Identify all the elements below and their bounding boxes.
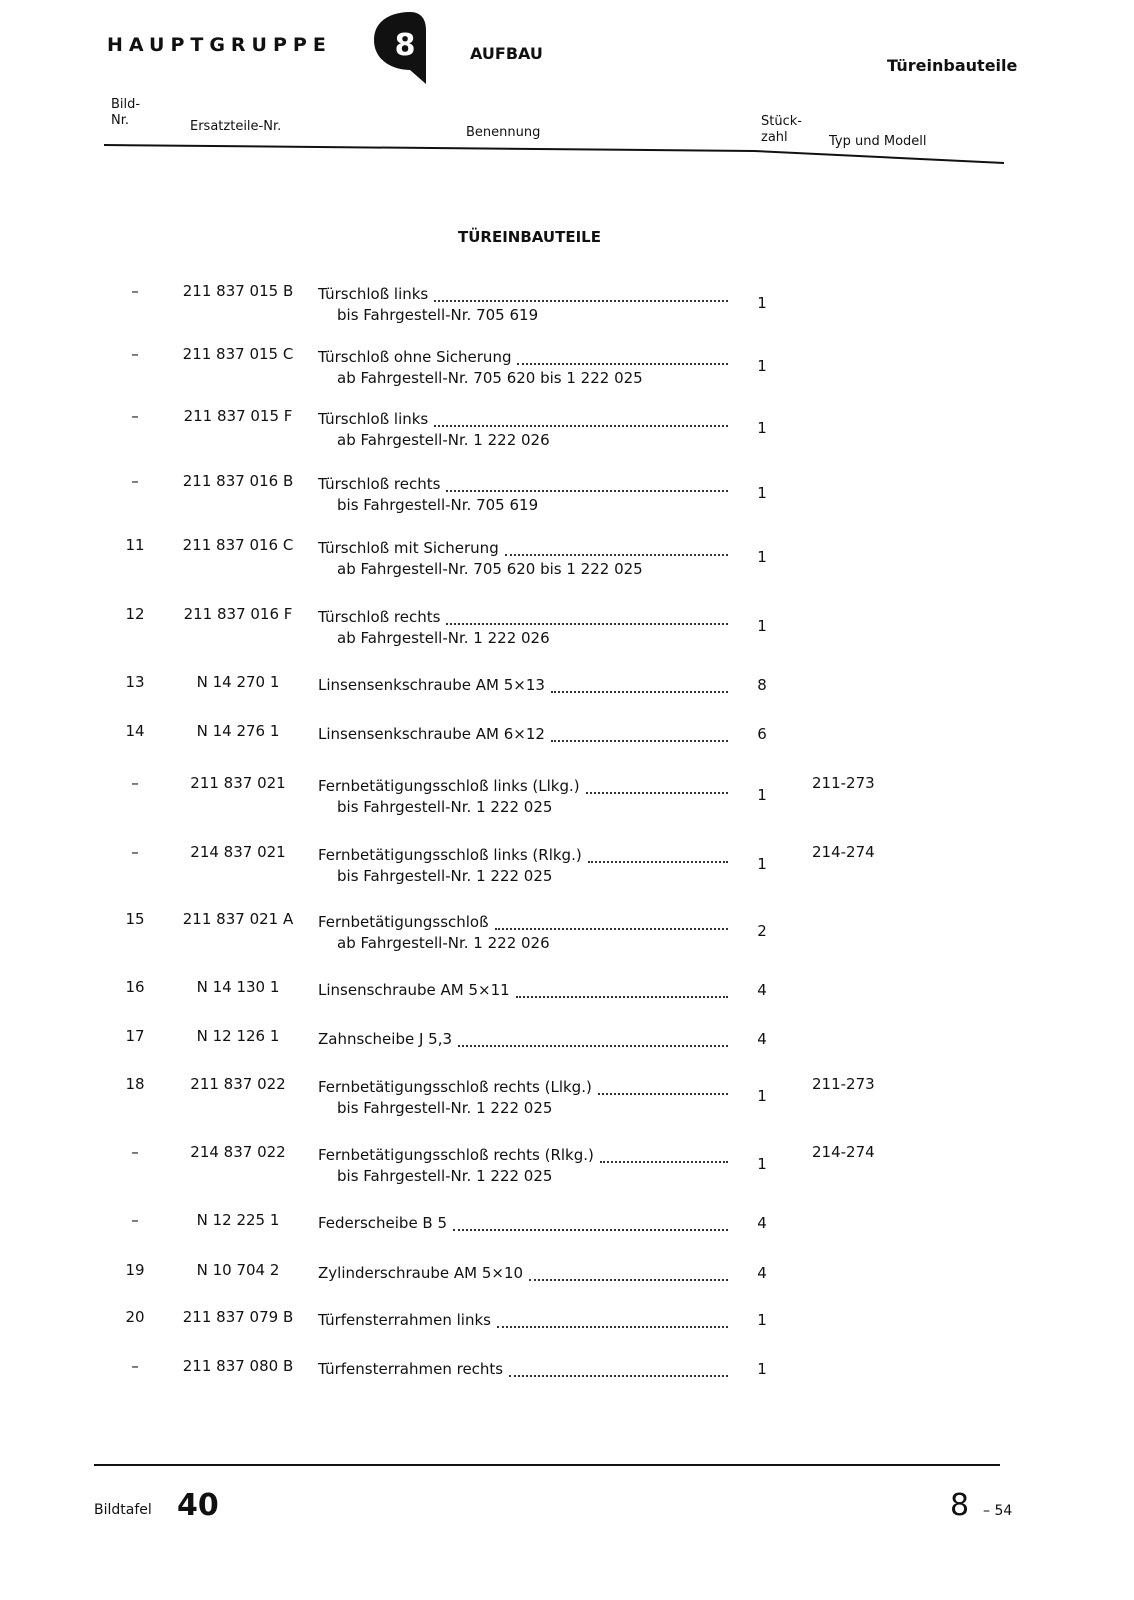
stueckzahl-cell: 1 (757, 419, 767, 437)
bild-nr-cell: 18 (125, 1075, 145, 1093)
subheading: TÜREINBAUTEILE (458, 228, 601, 246)
bild-nr-cell: 13 (125, 673, 145, 691)
leader-dots (446, 475, 728, 492)
part-number-cell: 211 837 080 B (182, 1357, 294, 1375)
benennung-text: Türschloß links (318, 285, 429, 303)
column-header-stueckzahl: Stück- zahl (761, 114, 802, 145)
benennung-text: Fernbetätigungsschloß rechts (Rlkg.) (318, 1146, 594, 1164)
bildtafel-label: Bildtafel (94, 1502, 152, 1518)
benennung-text: Türschloß rechts (318, 608, 441, 626)
leader-dots (551, 725, 728, 742)
benennung-cell (318, 846, 728, 866)
stueckzahl-cell: 4 (757, 1264, 767, 1282)
part-number-cell: N 12 225 1 (196, 1211, 280, 1229)
table-row (0, 722, 1134, 770)
table-row (0, 1075, 1134, 1123)
bild-nr-cell: – (131, 472, 139, 490)
benennung-cell (318, 539, 728, 559)
hauptgruppe-label: HAUPTGRUPPE (107, 34, 332, 56)
benennung-subtext: bis Fahrgestell-Nr. 705 619 (337, 306, 539, 324)
header-rule (104, 143, 1004, 171)
bild-nr-cell: – (131, 1211, 139, 1229)
section-title: Türeinbauteile (887, 56, 1018, 75)
part-number-cell: 211 837 016 C (182, 536, 294, 554)
benennung-cell (318, 410, 728, 430)
benennung-cell (318, 981, 728, 1001)
table-row (0, 472, 1134, 520)
stueckzahl-cell: 1 (757, 1155, 767, 1173)
part-number-cell: 211 837 016 B (182, 472, 294, 490)
column-header-ersatzteile-nr: Ersatzteile-Nr. (190, 119, 282, 134)
table-row (0, 605, 1134, 653)
leader-dots (434, 410, 728, 427)
leader-dots (529, 1264, 728, 1281)
bild-nr-cell: – (131, 282, 139, 300)
table-row (0, 1357, 1134, 1405)
part-number-cell: N 12 126 1 (196, 1027, 280, 1045)
stueckzahl-cell: 4 (757, 981, 767, 999)
benennung-text: Türschloß rechts (318, 475, 441, 493)
benennung-cell (318, 608, 728, 628)
stueckzahl-cell: 1 (757, 1087, 767, 1105)
table-row (0, 774, 1134, 822)
benennung-subtext: bis Fahrgestell-Nr. 1 222 025 (337, 1099, 553, 1117)
leader-dots (509, 1360, 728, 1377)
benennung-text: Türschloß ohne Sicherung (318, 348, 512, 366)
benennung-subtext: bis Fahrgestell-Nr. 1 222 025 (337, 1167, 553, 1185)
part-number-cell: 211 837 015 F (183, 407, 293, 425)
benennung-cell (318, 913, 728, 933)
benennung-subtext: ab Fahrgestell-Nr. 705 620 bis 1 222 025 (337, 369, 643, 387)
benennung-text: Türschloß links (318, 410, 429, 428)
typ-modell-cell: 211-273 (812, 774, 875, 792)
table-row (0, 910, 1134, 958)
leader-dots (495, 913, 728, 930)
benennung-cell (318, 1030, 728, 1050)
bild-nr-cell: 20 (125, 1308, 145, 1326)
column-header-bild-nr: Bild- Nr. (111, 97, 141, 128)
benennung-cell (318, 725, 728, 745)
benennung-text: Fernbetätigungsschloß links (Llkg.) (318, 777, 580, 795)
table-row (0, 345, 1134, 393)
benennung-text: Fernbetätigungsschloß links (Rlkg.) (318, 846, 582, 864)
bild-nr-cell: 14 (125, 722, 145, 740)
leader-dots (505, 539, 728, 556)
leader-dots (598, 1078, 728, 1095)
bild-nr-cell: – (131, 407, 139, 425)
bildtafel-number: 40 (177, 1488, 219, 1523)
stueckzahl-cell: 2 (757, 922, 767, 940)
bild-nr-cell: 12 (125, 605, 145, 623)
bild-nr-cell: – (131, 1143, 139, 1161)
part-number-cell: N 14 130 1 (196, 978, 280, 996)
stueckzahl-cell: 1 (757, 1360, 767, 1378)
bild-nr-cell: 16 (125, 978, 145, 996)
part-number-cell: 211 837 015 C (182, 345, 294, 363)
benennung-subtext: ab Fahrgestell-Nr. 1 222 026 (337, 431, 550, 449)
benennung-cell (318, 1214, 728, 1234)
table-row (0, 673, 1134, 721)
table-row (0, 1261, 1134, 1309)
benennung-subtext: ab Fahrgestell-Nr. 1 222 026 (337, 629, 550, 647)
group-name: AUFBAU (470, 44, 543, 63)
part-number-cell: 211 837 022 (190, 1075, 286, 1093)
benennung-text: Türfensterrahmen rechts (318, 1360, 504, 1378)
benennung-text: Linsensenkschraube AM 5×13 (318, 676, 545, 694)
table-row (0, 978, 1134, 1026)
benennung-subtext: ab Fahrgestell-Nr. 705 620 bis 1 222 025 (337, 560, 643, 578)
part-number-cell: 214 837 022 (190, 1143, 286, 1161)
benennung-subtext: bis Fahrgestell-Nr. 1 222 025 (337, 867, 553, 885)
leader-dots (586, 777, 728, 794)
part-number-cell: N 10 704 2 (196, 1261, 280, 1279)
table-row (0, 407, 1134, 455)
bild-nr-cell: – (131, 345, 139, 363)
table-row (0, 1211, 1134, 1259)
stueckzahl-cell: 1 (757, 855, 767, 873)
bild-nr-cell: 19 (125, 1261, 145, 1279)
column-header-typ-modell: Typ und Modell (829, 134, 927, 149)
page-number-sub: – 54 (983, 1503, 1013, 1519)
table-row (0, 1143, 1134, 1191)
part-number-cell: N 14 276 1 (196, 722, 280, 740)
table-row (0, 1308, 1134, 1356)
benennung-text: Fernbetätigungsschloß (318, 913, 489, 931)
stueckzahl-cell: 1 (757, 1311, 767, 1329)
stueckzahl-cell: 1 (757, 617, 767, 635)
benennung-subtext: bis Fahrgestell-Nr. 1 222 025 (337, 798, 553, 816)
leader-dots (600, 1146, 728, 1163)
benennung-cell (318, 1311, 728, 1331)
typ-modell-cell: 211-273 (812, 1075, 875, 1093)
part-number-cell: 211 837 079 B (182, 1308, 294, 1326)
benennung-subtext: bis Fahrgestell-Nr. 705 619 (337, 496, 539, 514)
table-row (0, 282, 1134, 330)
benennung-text: Zylinderschraube AM 5×10 (318, 1264, 524, 1282)
stueckzahl-cell: 1 (757, 357, 767, 375)
benennung-text: Linsensenkschraube AM 6×12 (318, 725, 545, 743)
part-number-cell: 214 837 021 (190, 843, 286, 861)
leader-dots (458, 1030, 728, 1047)
leader-dots (516, 981, 728, 998)
page-number-main: 8 (950, 1488, 970, 1523)
bild-nr-cell: 15 (125, 910, 145, 928)
leader-dots (446, 608, 728, 625)
benennung-subtext: ab Fahrgestell-Nr. 1 222 026 (337, 934, 550, 952)
benennung-cell (318, 676, 728, 696)
leader-dots (434, 285, 728, 302)
part-number-cell: 211 837 021 (190, 774, 286, 792)
part-number-cell: 211 837 016 F (183, 605, 293, 623)
part-number-cell: 211 837 021 A (182, 910, 294, 928)
bild-nr-cell: – (131, 1357, 139, 1375)
benennung-text: Federscheibe B 5 (318, 1214, 448, 1232)
typ-modell-cell: 214-274 (812, 1143, 875, 1161)
benennung-text: Fernbetätigungsschloß rechts (Llkg.) (318, 1078, 592, 1096)
stueckzahl-cell: 4 (757, 1214, 767, 1232)
stueckzahl-cell: 6 (757, 725, 767, 743)
typ-modell-cell: 214-274 (812, 843, 875, 861)
stueckzahl-cell: 1 (757, 786, 767, 804)
benennung-cell (318, 1078, 728, 1098)
part-number-cell: N 14 270 1 (196, 673, 280, 691)
table-row (0, 1027, 1134, 1075)
bild-nr-cell: – (131, 843, 139, 861)
benennung-text: Türschloß mit Sicherung (318, 539, 499, 557)
group-number: 8 (394, 28, 416, 63)
leader-dots (517, 348, 728, 365)
table-row (0, 843, 1134, 891)
benennung-text: Linsenschraube AM 5×11 (318, 981, 510, 999)
benennung-text: Türfensterrahmen links (318, 1311, 491, 1329)
leader-dots (497, 1311, 728, 1328)
benennung-text: Zahnscheibe J 5,3 (318, 1030, 453, 1048)
benennung-cell (318, 348, 728, 368)
stueckzahl-cell: 1 (757, 294, 767, 312)
benennung-cell (318, 1146, 728, 1166)
bild-nr-cell: – (131, 774, 139, 792)
benennung-cell (318, 285, 728, 305)
leader-dots (551, 676, 728, 693)
leader-dots (588, 846, 728, 863)
bild-nr-cell: 17 (125, 1027, 145, 1045)
table-row (0, 536, 1134, 584)
part-number-cell: 211 837 015 B (182, 282, 294, 300)
benennung-cell (318, 1264, 728, 1284)
column-header-benennung: Benennung (466, 125, 541, 140)
benennung-cell (318, 777, 728, 797)
stueckzahl-cell: 1 (757, 484, 767, 502)
stueckzahl-cell: 8 (757, 676, 767, 694)
benennung-cell (318, 1360, 728, 1380)
stueckzahl-cell: 1 (757, 548, 767, 566)
footer-rule (94, 1464, 1000, 1466)
bild-nr-cell: 11 (125, 536, 145, 554)
benennung-cell (318, 475, 728, 495)
leader-dots (453, 1214, 728, 1231)
stueckzahl-cell: 4 (757, 1030, 767, 1048)
